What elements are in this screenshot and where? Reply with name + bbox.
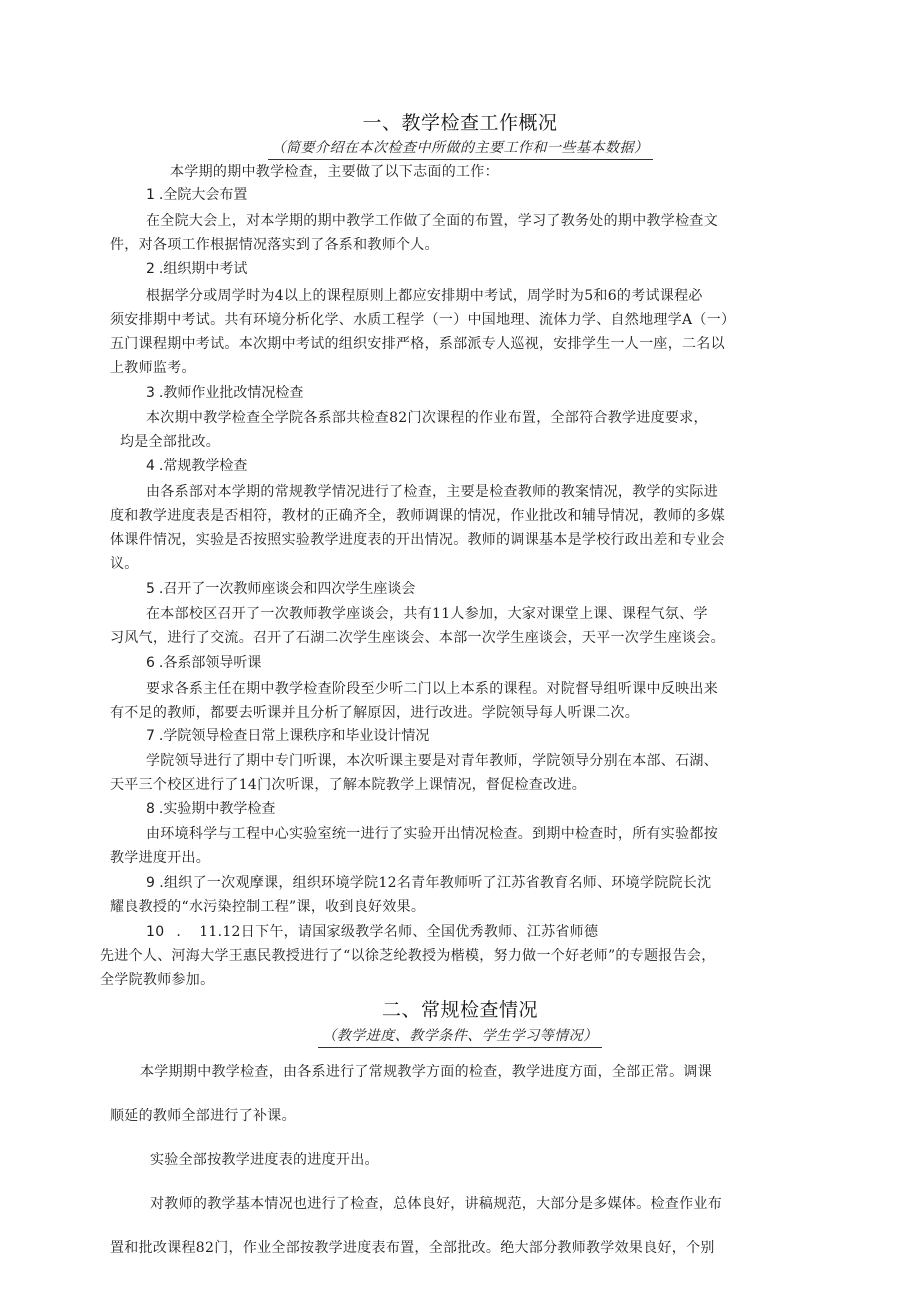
item-number: 7 <box>146 728 155 744</box>
item-10-body <box>100 920 716 992</box>
section2-subtitle-wrap <box>0 1025 920 1048</box>
paragraph-line: 耀良教授的“水污染控制工程”课，收到良好效果。 <box>110 899 426 915</box>
item-heading: .实验期中教学检查 <box>158 801 276 817</box>
paragraph-line: 度和教学进度表是否相符，教材的正确齐全，教师调课的情况，作业批改和辅导情况，教师的多媒 <box>110 508 725 524</box>
section1-intro: 本学期的期中教学检查，主要做了以下志面的工作： <box>170 164 499 180</box>
item-separator: . <box>176 924 182 940</box>
paragraph-line: 上教师监考。 <box>110 360 196 376</box>
item-6-body <box>110 677 718 725</box>
item-heading: .教师作业批改情况检查 <box>158 385 304 401</box>
item-2-title <box>146 257 247 281</box>
item-heading: .学院领导检查日常上课秩序和毕业设计情况 <box>158 728 430 744</box>
paragraph-line: 本次期中教学检查全学院各系部共检查82门次课程的作业布置，全部符合教学进度要求， <box>146 410 708 426</box>
item-number: 2 <box>146 261 155 277</box>
paragraph-line: 件，对各项工作根据情况落实到了各系和教师个人。 <box>110 237 439 253</box>
item-heading: .召开了一次教师座谈会和四次学生座谈会 <box>158 581 416 597</box>
paragraph-line: 顺延的教师全部进行了补课。 <box>110 1108 296 1124</box>
item-10-line1: 11.12日下午，请国家级教学名师、全国优秀教师、江苏省师德 <box>199 924 599 940</box>
item-9-body <box>110 871 711 919</box>
item-9-line1: .组织了一次观摩课，组织环境学院12名青年教师听了江苏省教育名师、环境学院院长沈 <box>159 875 712 891</box>
section2-body <box>110 1050 722 1270</box>
item-7-title <box>146 724 429 748</box>
paragraph-line: 须安排期中考试。共有环境分析化学、水质工程学（一）中国地理、流体力学、自然地理学A（一） <box>110 312 736 328</box>
item-8-title <box>146 797 275 821</box>
item-number: 4 <box>146 458 155 474</box>
paragraph-line: 由环境科学与工程中心实验室统一进行了实验开出情况检查。到期中检查时，所有实验都按 <box>146 826 718 842</box>
item-1-body <box>110 209 718 257</box>
paragraph-line: 五门课程期中考试。本次期中考试的组织安排严格，系部派专人巡视，安排学生一人一座，二名以 <box>110 336 725 352</box>
paragraph-line: 学院领导进行了期中专门听课，本次听课主要是对青年教师，学院领导分别在本部、石湖、 <box>146 753 718 769</box>
item-3-body <box>110 406 708 454</box>
paragraph-line: 置和批改课程82门，作业全部按教学进度表布置，全部批改。绝大部分教师教学效果良好，个别 <box>110 1240 715 1256</box>
paragraph-line: 由各系部对本学期的常规教学情况进行了检查，主要是检查教师的教案情况，教学的实际进 <box>146 484 718 500</box>
item-2-body <box>110 284 735 380</box>
paragraph-line: 要求各系主任在期中教学检查阶段至少听二门以上本系的课程。对院督导组听课中反映出来 <box>146 681 718 697</box>
paragraph-line <box>110 920 716 944</box>
paragraph-line: 全学院教师参加。 <box>100 972 215 988</box>
paragraph-line: 对教师的教学基本情况也进行了检查，总体良好，讲稿规范，大部分是多媒体。检查作业布 <box>150 1196 722 1212</box>
item-number: 3 <box>146 385 155 401</box>
item-5-body <box>110 602 725 650</box>
paragraph-line: 习风气，进行了交流。召开了石湖二次学生座谈会、本部一次学生座谈会，天平一次学生座谈会。 <box>110 630 725 646</box>
section1-subtitle: （简要介绍在本次检查中所做的主要工作和一些基本数据） <box>268 138 653 160</box>
item-4-title <box>146 454 247 478</box>
paragraph-line: 在全院大会上，对本学期的期中教学工作做了全面的布置，学习了教务处的期中教学检查文 <box>146 213 718 229</box>
item-3-title <box>146 381 303 405</box>
paragraph-line: 均是全部批改。 <box>120 434 221 450</box>
item-number: 1 <box>146 187 155 203</box>
item-number: 5 <box>146 581 155 597</box>
item-6-title <box>146 651 261 675</box>
paragraph-line: 体课件情况，实验是否按照实验教学进度表的开出情况。教师的调课基本是学校行政出差和专业会 <box>110 532 725 548</box>
paragraph-line <box>110 871 711 895</box>
item-heading: .各系部领导听课 <box>158 655 262 671</box>
paragraph-line: 根据学分或周学时为4以上的课程原则上都应安排期中考试，周学时为5和6的考试课程必 <box>146 288 703 304</box>
item-4-body <box>110 480 725 576</box>
section2-title: 二、常规检查情况 <box>381 999 538 1021</box>
item-number: 10 <box>146 924 165 940</box>
paragraph-line: 天平三个校区进行了14门次听课，了解本院教学上课情况，督促检查改进。 <box>110 777 587 793</box>
item-heading: .常规教学检查 <box>158 458 248 474</box>
paragraph-line: 先进个人、河海大学王惠民教授进行了“以徐芝纶教授为楷模，努力做一个好老师”的专题报告会， <box>100 948 716 964</box>
section1-subtitle-wrap <box>0 137 920 160</box>
item-5-title <box>146 577 415 601</box>
section1-title: 一、教学检查工作概况 <box>362 112 558 134</box>
section2-subtitle: （教学进度、教学条件、学生学习等情况） <box>318 1026 602 1048</box>
paragraph-line: 本学期期中教学检查，由各系进行了常规教学方面的检查，教学进度方面，全部正常。调课 <box>140 1064 712 1080</box>
item-heading: .组织期中考试 <box>158 261 248 277</box>
item-heading: .全院大会布置 <box>158 187 248 203</box>
paragraph-line: 教学进度开出。 <box>110 850 211 866</box>
paragraph-line: 议。 <box>110 556 139 572</box>
paragraph-line: 实验全部按教学进度表的进度开出。 <box>150 1152 379 1168</box>
item-1-title <box>146 183 247 207</box>
item-7-body <box>110 749 718 797</box>
item-8-body <box>110 822 718 870</box>
paragraph-line: 在本部校区召开了一次教师教学座谈会，共有11人参加，大家对课堂上课、课程气氛、学 <box>146 606 708 622</box>
item-number: 6 <box>146 655 155 671</box>
item-number: 9 <box>146 875 156 891</box>
paragraph-line: 有不足的教师，都要去听课并且分析了解原因，进行改进。学院领导每人听课二次。 <box>110 705 640 721</box>
item-number: 8 <box>146 801 155 817</box>
